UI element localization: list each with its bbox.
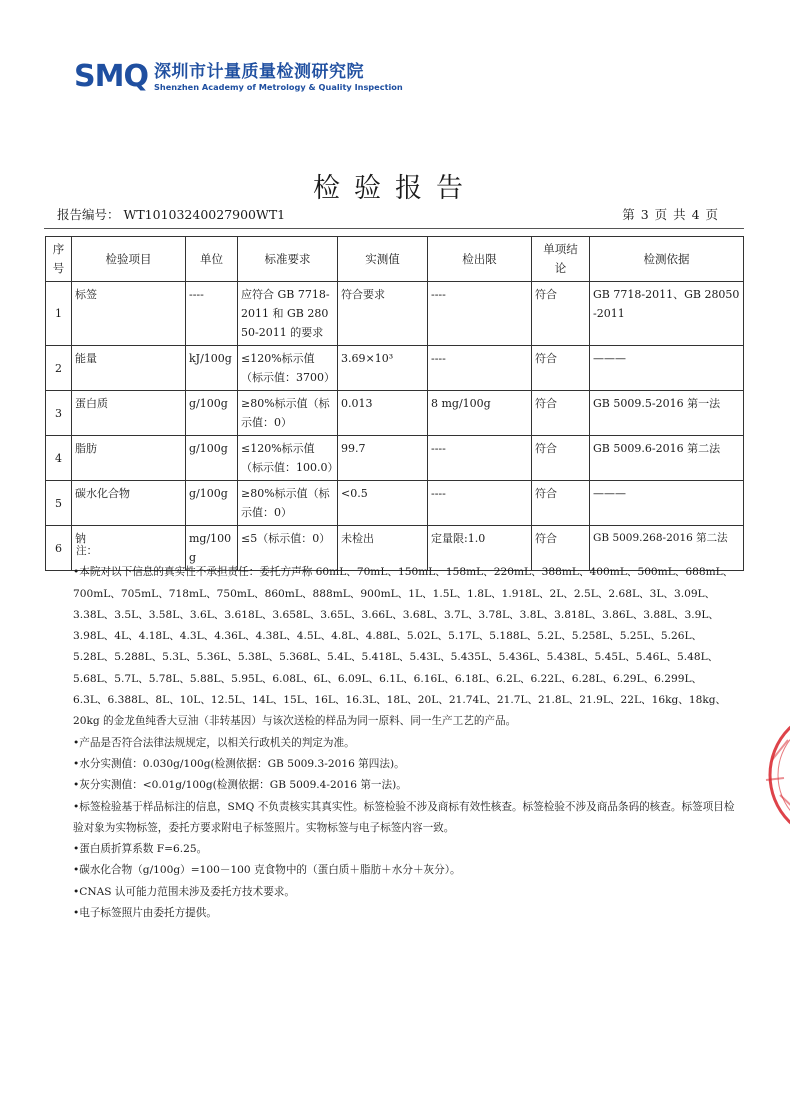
cell-method: ——— — [590, 481, 744, 526]
table-row — [46, 391, 744, 436]
cell-index: 4 — [46, 436, 72, 481]
cell-unit: g/100g — [186, 391, 238, 436]
notes-heading: 注： — [76, 545, 98, 557]
org-name — [154, 63, 403, 92]
table-row — [46, 481, 744, 526]
cell-requirement: ≥80%标示值（标示值：0） — [238, 391, 338, 436]
table-header-row — [46, 237, 744, 282]
cell-index: 1 — [46, 282, 72, 346]
cell-requirement: 应符合 GB 7718-2011 和 GB 28050-2011 的要求 — [238, 282, 338, 346]
cell-limit: 定量限:1.0 — [428, 526, 532, 571]
cell-requirement: ≤120%标示值（标示值：3700） — [238, 346, 338, 391]
col-header-item: 检验项目 — [72, 237, 186, 282]
note-item: •标签检验基于样品标注的信息，SMQ 不负责核实其真实性。标签检验不涉及商标有效性核查。标签检验不涉及商品条码的核查。标签项目检验对象为实物标签，委托方要求附电子标签照片。实物标签与电子标签内容一致。 — [73, 800, 735, 834]
cell-unit: g/100g — [186, 436, 238, 481]
col-header-requirement: 标准要求 — [238, 237, 338, 282]
cell-conclusion: 符合 — [532, 526, 590, 571]
cell-unit: kJ/100g — [186, 346, 238, 391]
cell-method: GB 5009.6-2016 第二法 — [590, 436, 744, 481]
cell-conclusion: 符合 — [532, 481, 590, 526]
cell-unit: mg/100g — [186, 526, 238, 571]
org-logo — [74, 60, 403, 94]
cell-conclusion: 符合 — [532, 346, 590, 391]
col-header-unit: 单位 — [186, 237, 238, 282]
cell-measured: 99.7 — [338, 436, 428, 481]
cell-index: 6 — [46, 526, 72, 571]
results-table — [45, 236, 744, 571]
cell-limit: ---- — [428, 346, 532, 391]
table-row — [46, 346, 744, 391]
cell-item: 蛋白质 — [72, 391, 186, 436]
cell-item: 碳水化合物 — [72, 481, 186, 526]
notes-section — [73, 541, 736, 924]
cell-unit: ---- — [186, 282, 238, 346]
cell-item: 标签 — [72, 282, 186, 346]
note-item: •碳水化合物（g/100g）=100－100 克食物中的（蛋白质＋脂肪＋水分＋灰分）。 — [73, 864, 461, 877]
table-row — [46, 436, 744, 481]
col-header-limit: 检出限 — [428, 237, 532, 282]
cell-unit: g/100g — [186, 481, 238, 526]
note-item: •水分实测值：0.030g/100g(检测依据：GB 5009.3-2016 第四法)。 — [73, 757, 405, 770]
cell-limit: ---- — [428, 481, 532, 526]
cell-conclusion: 符合 — [532, 282, 590, 346]
note-item: •产品是否符合法律法规规定，以相关行政机关的判定为准。 — [73, 736, 355, 749]
cell-index: 2 — [46, 346, 72, 391]
cell-limit: ---- — [428, 436, 532, 481]
cell-method: GB 7718-2011、GB 28050-2011 — [590, 282, 744, 346]
cell-limit: 8 mg/100g — [428, 391, 532, 436]
note-item: •电子标签照片由委托方提供。 — [73, 907, 217, 920]
cell-measured: <0.5 — [338, 481, 428, 526]
report-number: 报告编号： WT10103240027900WT1 — [57, 207, 286, 222]
cell-requirement: ≥80%标示值（标示值：0） — [238, 481, 338, 526]
cell-method: ——— — [590, 346, 744, 391]
cell-item: 能量 — [72, 346, 186, 391]
cell-measured: 3.69×10³ — [338, 346, 428, 391]
cell-requirement: ≤5（标示值：0） — [238, 526, 338, 571]
logo-mark: SMQ — [74, 59, 148, 94]
cell-item: 钠 — [72, 526, 186, 571]
org-name-en: Shenzhen Academy of Metrology & Quality Inspection — [153, 81, 403, 92]
cell-conclusion: 符合 — [532, 436, 590, 481]
note-item: •蛋白质折算系数 F=6.25。 — [73, 843, 208, 856]
cell-measured: 符合要求 — [338, 282, 428, 346]
col-header-method: 检测依据 — [590, 237, 744, 282]
col-header-index: 序号 — [46, 237, 72, 282]
cell-index: 3 — [46, 391, 72, 436]
official-seal-stamp — [758, 700, 790, 850]
header-divider — [44, 228, 744, 229]
cell-requirement: ≤120%标示值（标示值：100.0） — [238, 436, 338, 481]
cell-method: GB 5009.268-2016 第二法 — [590, 526, 744, 571]
col-header-conclusion: 单项结论 — [532, 237, 590, 282]
cell-limit: ---- — [428, 282, 532, 346]
report-title: 检验报告 — [313, 173, 477, 204]
cell-measured: 0.013 — [338, 391, 428, 436]
org-name-cn: 深圳市计量质量检测研究院 — [153, 61, 364, 82]
cell-conclusion: 符合 — [532, 391, 590, 436]
note-item: •CNAS 认可能力范围未涉及委托方技术要求。 — [73, 885, 295, 898]
page-number: 第 3 页 共 4 页 — [622, 207, 718, 222]
cell-item: 脂肪 — [72, 436, 186, 481]
table-row — [46, 282, 744, 346]
cell-method: GB 5009.5-2016 第一法 — [590, 391, 744, 436]
note-item: •本院对以下信息的真实性不承担责任：委托方声称 60mL、70mL、150mL、158mL、220mL、388mL、400mL、500mL、688mL、700mL、705mL、718mL、750mL、860mL、888mL、900mL、1L、1.5L、1.8L、1.918L、2L、2.5L、2.68L、3L、3.09L、3.38L、3.5L、3.58L、3.6L、3.618L、3.658L、3.65L、3.66L、3.68L、3.7L、3.78L、3.8L、3.818L、3.86L、3.88L、3.9L、3.98L、4L、4.18L、4.3L、4.36L、4.38L、4.5L、4.8L、4.88L、5.02L、5.17L、5.188L、5.2L、5.258L、5.25L、5.26L、5.28L、5.288L、5.3L、5.36L、5.38L、5.368L、5.4L、5.418L、5.43L、5.435L、5.436L、5.438L、5.45L、5.46L、5.48L、5.68L、5.7L、5.78L、5.88L、5.95L、6.08L、6L、6.09L、6.1L、6.16L、6.18L、6.2L、6.22L、6.28L、6.29L、6.299L、6.3L、6.388L、8L、10L、12.5L、14L、15L、16L、16.3L、18L、20L、21.74L、21.7L、21.8L、21.9L、22L、16kg、18kg、20kg 的金龙鱼纯香大豆油（非转基因）与该次送检的样品为同一原料、同一生产工艺的产品。 — [73, 566, 734, 728]
col-header-measured: 实测值 — [338, 237, 428, 282]
note-item: •灰分实测值：<0.01g/100g(检测依据：GB 5009.4-2016 第一法)。 — [73, 779, 407, 792]
cell-measured: 未检出 — [338, 526, 428, 571]
cell-index: 5 — [46, 481, 72, 526]
